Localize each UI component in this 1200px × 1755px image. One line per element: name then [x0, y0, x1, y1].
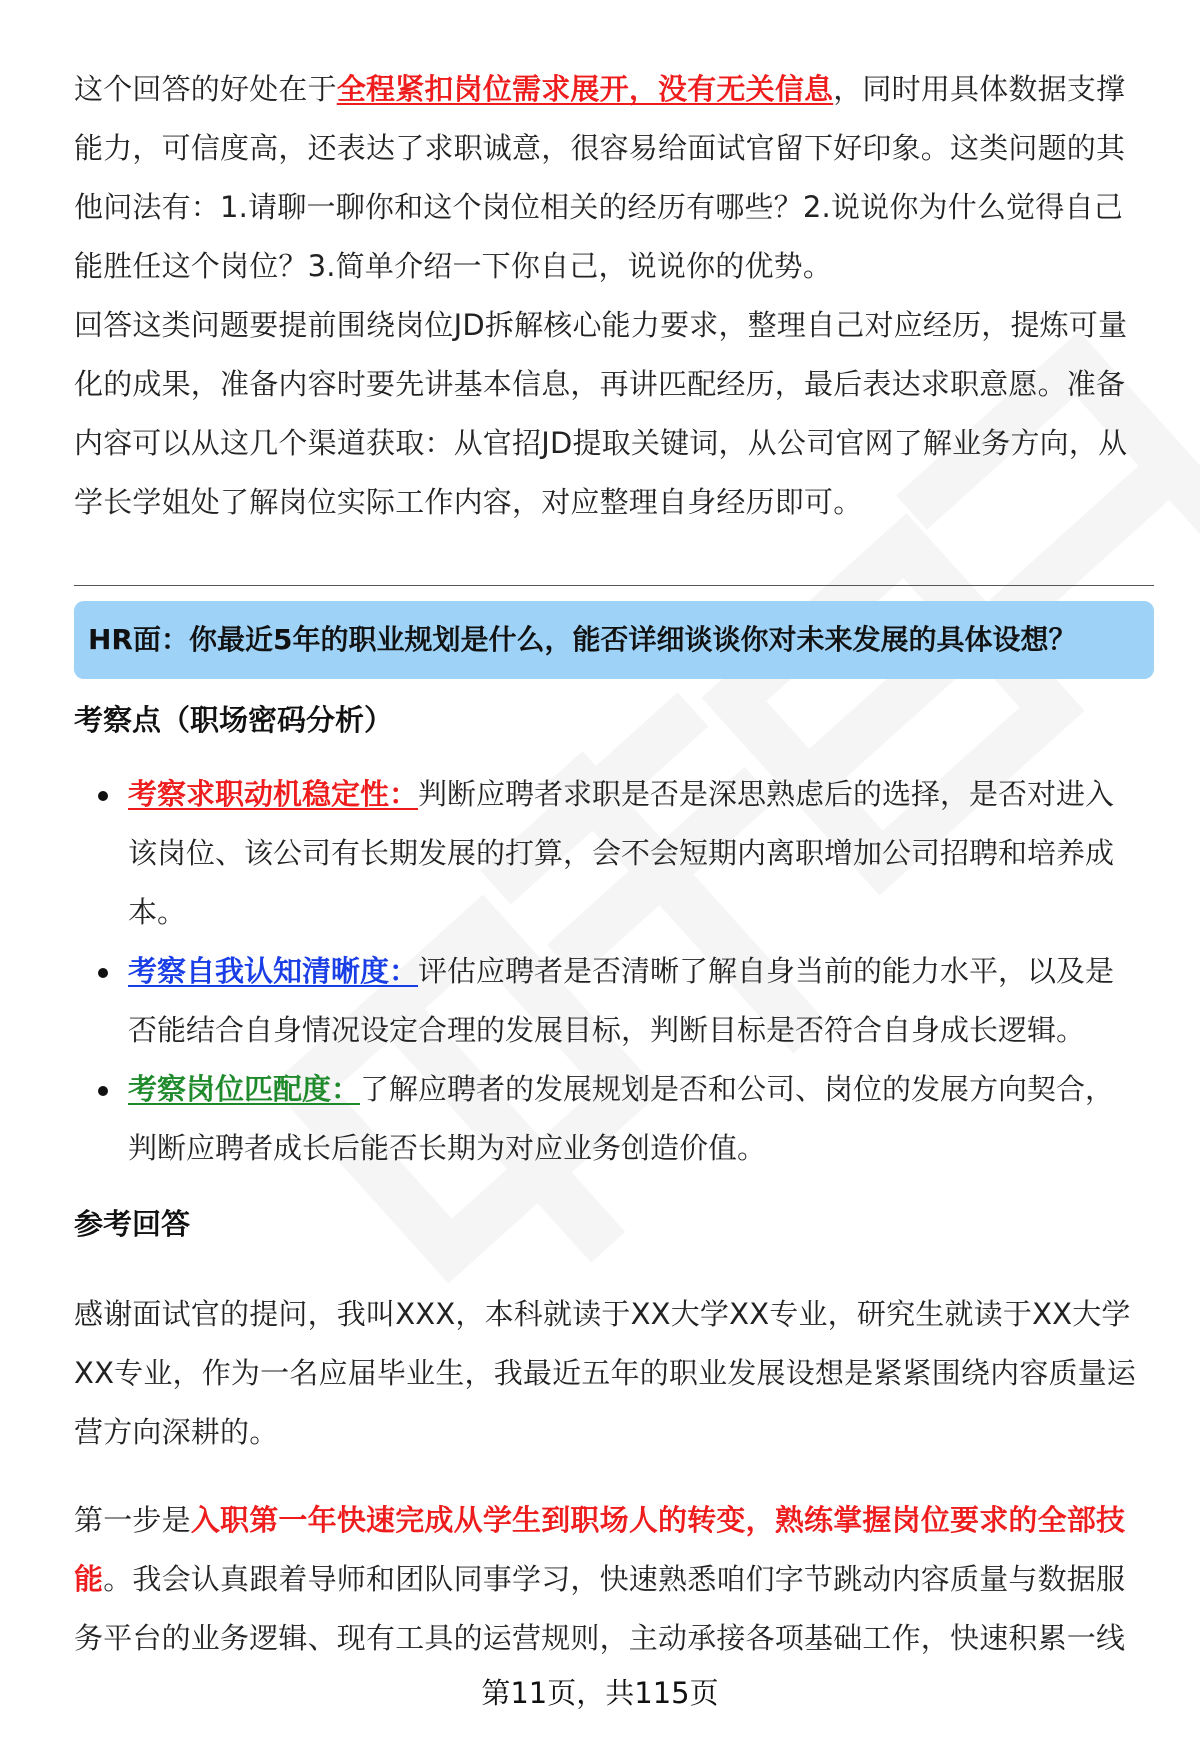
page-footer: 第11页，共115页	[481, 1676, 719, 1710]
highlight-text: 能	[74, 1562, 104, 1596]
paragraph-answer-benefits: 这个回答的好处在于全程紧扣岗位需求展开，没有无关信息，同时用具体数据支撑 能力，可信度高，还表达了求职诚意，很容易给面试官留下好印象。这类问题的其 他问法有：1.请聊一聊你和这个岗位相关的经历有哪些？2.说说你为什么觉得自己 能胜任这个岗位？3.简单介绍一下你自己，说说你的优势。	[74, 72, 1126, 283]
assessment-points-list	[74, 765, 1154, 1178]
list-item: 考察自我认知清晰度：评估应聘者是否清晰了解自身当前的能力水平，以及是 否能结合自身情况设定合理的发展目标，判断目标是否符合自身成长逻辑。	[74, 942, 1154, 1060]
section-divider	[74, 585, 1154, 586]
highlight-text: 入职第一年快速完成从学生到职场人的转变，熟练掌握岗位要求的全部技	[190, 1503, 1126, 1537]
point-label: 考察自我认知清晰度：	[128, 954, 419, 988]
bullet-icon	[98, 1086, 108, 1096]
list-item: 考察岗位匹配度：了解应聘者的发展规划是否和公司、岗位的发展方向契合， 判断应聘者成长后能否长期为对应业务创造价值。	[74, 1060, 1154, 1178]
paragraph-answer-intro: 感谢面试官的提问，我叫XXX，本科就读于XX大学XX专业，研究生就读于XX大学 XX专业，作为一名应届毕业生，我最近五年的职业发展设想是紧紧围绕内容质量运 营方向深耕的。	[74, 1297, 1137, 1449]
bullet-icon	[98, 968, 108, 978]
answer-heading: 参考回答	[74, 1207, 191, 1241]
paragraph-answer-step1: 第一步是入职第一年快速完成从学生到职场人的转变，熟练掌握岗位要求的全部技 能。我会认真跟着导师和团队同事学习，快速熟悉咱们字节跳动内容质量与数据服 务平台的业务逻辑、现有工具的运营规则，主动承接各项基础工作，快速积累一线	[74, 1503, 1126, 1655]
point-label: 考察求职动机稳定性：	[128, 777, 419, 811]
point-label: 考察岗位匹配度：	[128, 1072, 361, 1106]
highlight-text: 全程紧扣岗位需求展开，没有无关信息	[336, 72, 834, 106]
hr-question-box: HR面：你最近5年的职业规划是什么，能否详细谈谈你对未来发展的具体设想？	[74, 601, 1154, 679]
list-item: 考察求职动机稳定性：判断应聘者求职是否是深思熟虑后的选择，是否对进入 该岗位、该公司有长期发展的打算，会不会短期内离职增加公司招聘和培养成 本。	[74, 765, 1154, 942]
points-heading: 考察点（职场密码分析）	[74, 703, 394, 737]
bullet-icon	[98, 791, 108, 801]
paragraph-preparation-tips: 回答这类问题要提前围绕岗位JD拆解核心能力要求，整理自己对应经历，提炼可量 化的成果，准备内容时要先讲基本信息，再讲匹配经历，最后表达求职意愿。准备 内容可以从这几个渠道获取：从官招JD提取关键词，从公司官网了解业务方向，从 学长学姐处了解岗位实际工作内容，对应整理自身经历即可。	[74, 308, 1128, 519]
